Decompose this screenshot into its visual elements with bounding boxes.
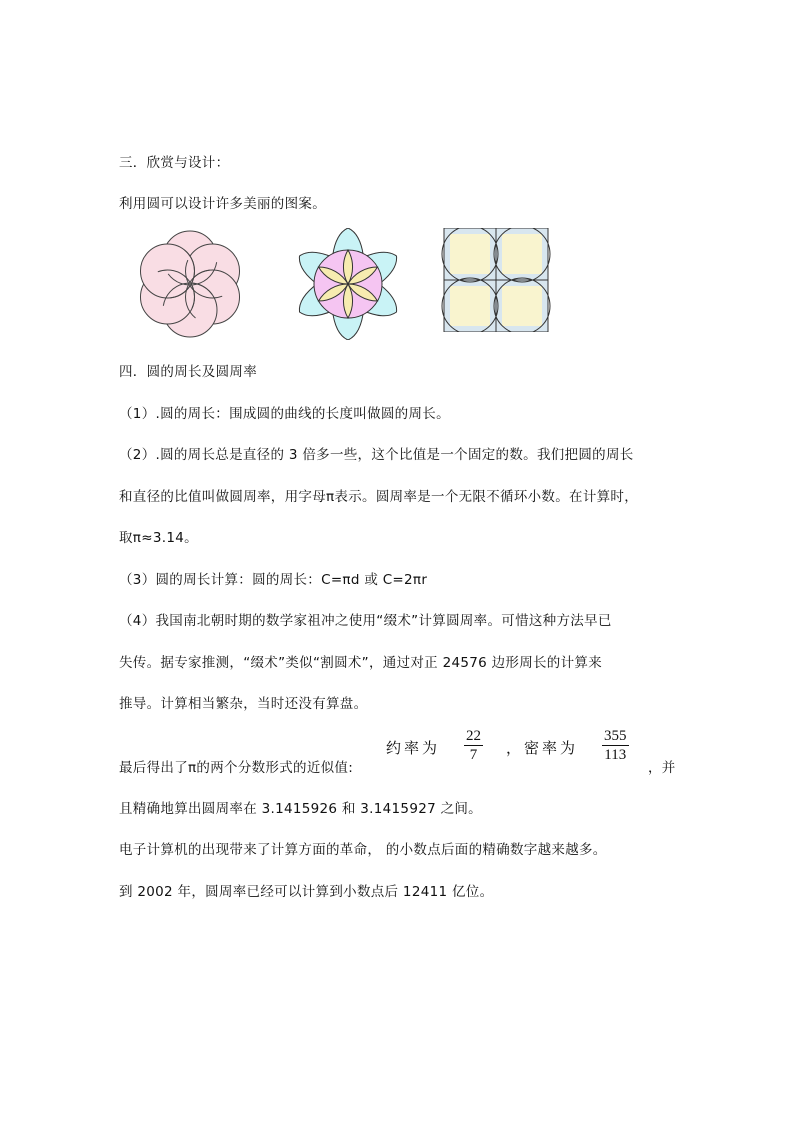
four-circles-square-pattern xyxy=(440,228,552,332)
yuelv-denominator: 7 xyxy=(469,747,478,763)
milv-label: ，密率为 xyxy=(506,739,579,757)
section3-intro: 利用圆可以设计许多美丽的图案。 xyxy=(119,196,326,212)
milv-denominator: 113 xyxy=(604,747,627,763)
square-cell xyxy=(502,234,542,274)
section3-heading: 三．欣赏与设计： xyxy=(119,155,230,171)
result-suffix: ，并 xyxy=(648,760,676,776)
paragraph-6: 电子计算机的出现带来了计算方面的革命， 的小数点后面的精确数字越来越多。 xyxy=(119,842,607,858)
pi-fraction-approximations xyxy=(386,728,646,774)
paragraph-4-line-1: （4）我国南北朝时期的数学家祖冲之使用“缀术”计算圆周率。可惜这种方法早已 xyxy=(119,613,612,629)
yuelv-fraction xyxy=(464,728,483,765)
paragraph-1: （1）.圆的周长：围成圆的曲线的长度叫做圆的周长。 xyxy=(119,406,450,422)
square-cell xyxy=(502,286,542,326)
paragraph-5: 且精确地算出圆周率在 3.1415926 和 3.1415927 之间。 xyxy=(119,801,482,817)
paragraph-4-line-2: 失传。据专家推测，“缀术”类似“割圆术”，通过对正 24576 边形周长的计算来 xyxy=(119,655,603,671)
milv-fraction xyxy=(602,728,629,765)
figures-row xyxy=(130,228,570,340)
yuelv-label: 约率为 xyxy=(386,739,441,757)
paragraph-2-line-2: 和直径的比值叫做圆周率，用字母π表示。圆周率是一个无限不循环小数。在计算时， xyxy=(119,489,639,505)
square-cell xyxy=(450,234,490,274)
yuelv-numerator: 22 xyxy=(466,728,481,744)
square-cell xyxy=(450,286,490,326)
paragraph-4-line-3: 推导。计算相当繁杂，当时还没有算盘。 xyxy=(119,696,368,712)
result-prefix: 最后得出了π的两个分数形式的近似值: xyxy=(119,760,354,776)
paragraph-2-line-3: 取π≈3.14。 xyxy=(119,530,198,546)
six-petal-flower-pattern xyxy=(286,228,410,340)
section4-heading: 四．圆的周长及圆周率 xyxy=(119,364,257,380)
paragraph-7: 到 2002 年，圆周率已经可以计算到小数点后 12411 亿位。 xyxy=(119,884,494,900)
pinwheel-circles-pattern xyxy=(130,228,250,340)
paragraph-3: （3）圆的周长计算：圆的周长：C=πd 或 C=2πr xyxy=(119,572,428,588)
milv-numerator: 355 xyxy=(604,728,627,744)
paragraph-2-line-1: （2）.圆的周长总是直径的 3 倍多一些，这个比值是一个固定的数。我们把圆的周长 xyxy=(119,447,634,463)
